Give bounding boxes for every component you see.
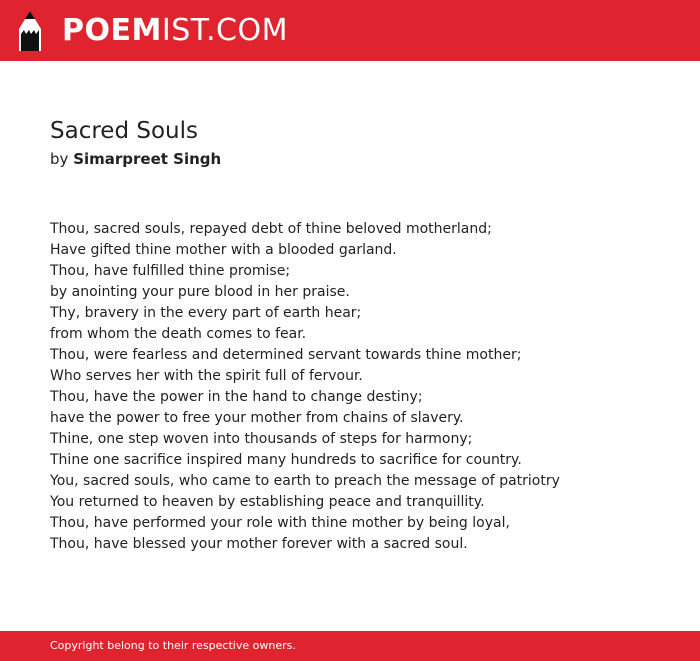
poem-line: You returned to heaven by establishing peace and tranquillity. <box>50 494 485 510</box>
poem-line: from whom the death comes to fear. <box>50 326 307 342</box>
poem-line: Thou, sacred souls, repayed debt of thine beloved motherland; <box>50 221 492 237</box>
site-logo-text[interactable] <box>62 13 288 49</box>
copyright-text: Copyright belong to their respective owners. <box>50 639 296 652</box>
poem-line: You, sacred souls, who came to earth to preach the message of patriotry <box>50 473 560 489</box>
brand-bold: POEM <box>62 13 162 48</box>
byline <box>50 149 221 169</box>
site-header <box>0 0 700 61</box>
brand-light: IST.COM <box>161 13 288 48</box>
pencil-icon[interactable] <box>18 10 42 52</box>
poem-line: Thine, one step woven into thousands of steps for harmony; <box>50 431 473 447</box>
poem-line: Thou, have fulfilled thine promise; <box>50 263 291 279</box>
poem-line: Have gifted thine mother with a blooded garland. <box>50 242 397 258</box>
poem-line: Thou, have performed your role with thine mother by being loyal, <box>50 515 510 531</box>
poem-body <box>50 219 670 555</box>
poem-line: Thy, bravery in the every part of earth hear; <box>50 305 362 321</box>
poem-line: by anointing your pure blood in her praise. <box>50 284 350 300</box>
poem-line: Thou, were fearless and determined servant towards thine mother; <box>50 347 522 363</box>
by-label: by <box>50 150 69 168</box>
site-footer <box>0 631 700 661</box>
poem-title: Sacred Souls <box>50 118 198 144</box>
poem-line: Thine one sacrifice inspired many hundreds to sacrifice for country. <box>50 452 522 468</box>
poem-line: Thou, have the power in the hand to change destiny; <box>50 389 423 405</box>
poem-line: Thou, have blessed your mother forever with a sacred soul. <box>50 536 468 552</box>
author-name: Simarpreet Singh <box>73 150 222 168</box>
poem-line: Who serves her with the spirit full of fervour. <box>50 368 363 384</box>
poem-line: have the power to free your mother from chains of slavery. <box>50 410 464 426</box>
